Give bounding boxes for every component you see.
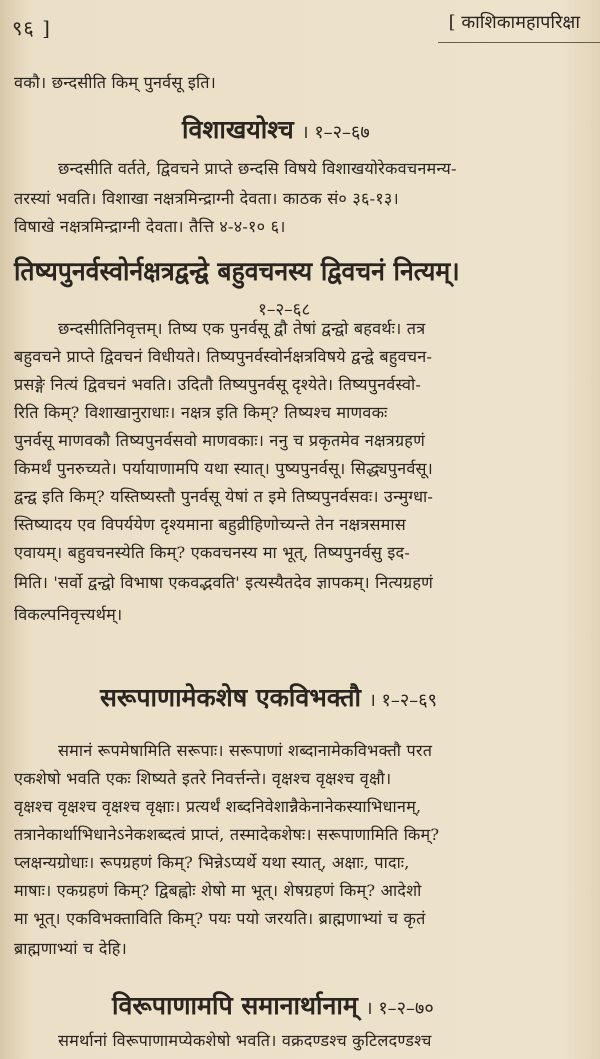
text-line: बहुवचने प्राप्ते द्विवचनं विधीयते। तिष्यपुनर्वस्वोर्नक्षत्रविषये द्वन्द्वे बहुवचन-: [14, 347, 433, 366]
text-line: एकशेषो भवति एकः शिष्यते इतरे निवर्त्तन्ते। वृक्षश्च वृक्षश्च वृक्षौ।: [14, 769, 392, 788]
text-line: पुनर्वसू माणवकौ तिष्यपुनर्वसवो माणवकाः। ननु च प्रकृतमेव नक्षत्रग्रहणं: [14, 431, 425, 450]
text-line: ब्राह्मणाभ्यां च देहि।: [14, 939, 127, 958]
header-rule: [438, 42, 600, 43]
text-line: मिति। 'सर्वो द्वन्द्वो विभाषा एकवद्भवति' इत्यस्यैतदेव ज्ञापकम्। नित्यग्रहणं: [14, 573, 434, 592]
sutra-ref: । १–२–६७: [301, 122, 370, 143]
text-line: माषाः। एकग्रहणं किम्? द्विबह्वोः शेषो मा भूत्। शेषग्रहणं किम्? आदेशो: [14, 881, 422, 900]
sutra-ref: १–२–६८: [258, 300, 311, 320]
text-line: छन्दसीतिनिवृत्तम्। तिष्य एक पुनर्वसू द्वौ तेषां द्वन्द्वो बहवर्थः। तत्र: [58, 319, 426, 338]
text-line: स्तिष्यादय एव विपर्ययेण दृश्यमाना बहुव्रीहिणोच्यन्ते तेन नक्षत्रसमास: [14, 515, 406, 534]
page-header: [0, 0, 600, 50]
text-line: एवायम्। बहुवचनस्येति किम्? एकवचनस्य मा भूत्, तिष्यपुनर्वसु इद-: [14, 543, 411, 562]
sutra-heading-67: [182, 112, 370, 146]
text-line: समर्थानां विरूपाणामप्येकशेषो भवति। वक्रदण्डश्च कुटिलदण्डश्च: [58, 1031, 432, 1050]
text-line: विकल्पनिवृत्त्यर्थम्।: [14, 605, 123, 624]
text-line: वकौ। छन्दसीति किम् पुनर्वसू इति।: [14, 73, 216, 92]
text-line: समानं रूपमेषामिति सरूपाः। सरूपाणां शब्दानामेकविभक्तौ परत: [58, 741, 433, 760]
text-line: वृक्षश्च वृक्षश्च वृक्षश्च वृक्षाः। प्रत्यर्थं शब्दनिवेशान्नैकेनानेकस्याभिधानम्,: [14, 797, 422, 816]
sutra-title: विरूपाणामपि समानार्थानाम्: [112, 991, 358, 1020]
sutra-heading-69: [100, 680, 437, 714]
sutra-ref: । १–२–७०: [365, 998, 434, 1019]
text-line: रिति किम्? विशाखानुराधाः। नक्षत्र इति किम्? तिष्यश्च माणवकः: [14, 403, 388, 422]
sutra-title: विशाखयोश्च: [182, 115, 294, 144]
page-number: ९६ ]: [12, 16, 51, 40]
text-line: किमर्थं पुनरुच्यते। पर्यायाणामपि यथा स्यात्। पुष्यपुनर्वसू। सिद्ध्यपुनर्वसू।: [14, 459, 434, 478]
text-line: प्रसङ्गे नित्यं द्विवचनं भवति। उदितौ तिष्यपुनर्वसू दृश्येते। तिष्यपुनर्वस्वो-: [14, 375, 422, 394]
text-line: तत्रानेकार्थाभिधानेऽनेकशब्दत्वं प्राप्तं, तस्मादेकशेषः। सरूपाणामिति किम्?: [14, 825, 440, 844]
text-line: मा भूत्। एकविभक्ताविति किम्? पयः पयो जरयति। ब्राह्मणाभ्यां च कृतं: [14, 909, 426, 928]
sutra-title: सरूपाणामेकशेष एकविभक्तौ: [100, 683, 361, 712]
text-line: द्वन्द्व इति किम्? यस्तिष्यस्तौ पुनर्वसू येषां त इमे तिष्यपुनर्वसवः। उन्मुग्धा-: [14, 487, 434, 506]
text-line: विषाखे नक्षत्रमिन्द्राग्नी देवता। तैत्ति ४-४-१० ६।: [14, 217, 286, 236]
sutra-ref: । १–२–६९: [368, 690, 437, 711]
text-line: तरस्यां भवति। विशाखा नक्षत्रमिन्द्राग्नी देवता। काठक सं० ३६-१३।: [14, 189, 399, 208]
running-title: [ काशिकामहापरिक्षा: [448, 12, 580, 33]
sutra-heading-70: [112, 988, 434, 1022]
sutra-heading-68: तिष्यपुनर्वस्वोर्नक्षत्रद्वन्द्वे बहुवचनस्य द्विवचनं नित्यम्।: [14, 257, 460, 287]
text-line: प्लक्षन्यग्रोधाः। रूपग्रहणं किम्? भिन्नेऽप्यर्थे यथा स्यात्, अक्षाः, पादाः,: [14, 853, 410, 872]
text-line: छन्दसीति वर्तते, द्विवचने प्राप्ते छन्दसि विषये विशाखयोरेकवचनमन्य-: [58, 159, 457, 178]
